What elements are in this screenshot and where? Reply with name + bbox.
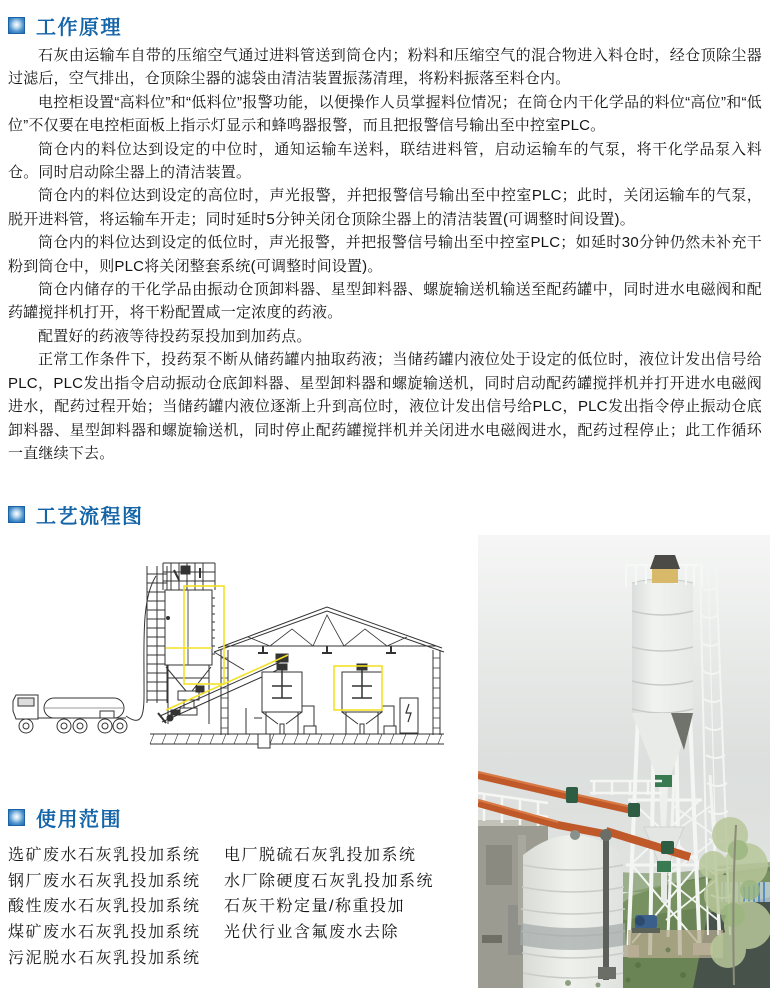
principle-paragraph: 配置好的药液等待投药泵投加到加药点。 xyxy=(38,327,312,345)
section-bullet-icon xyxy=(8,506,25,523)
principle-paragraph: 石灰由运输车自带的压缩空气通过进料管送到筒仓内；粉料和压缩空气的混合物进入料仓时，经仓顶除尘器过滤后，空气排出，仓顶除尘器的滤袋由清洁装置振荡清理，将粉料振落至料仓内。 xyxy=(8,47,762,88)
usage-list-left xyxy=(8,843,201,972)
usage-item: 光伏行业含氟废水去除 xyxy=(224,924,400,942)
usage-item: 水厂除硬度石灰乳投加系统 xyxy=(224,872,435,890)
principle-paragraph: 筒仓内的料位达到设定的中位时，通知运输车送料，联结进料管，启动运输车的气泵，将干化学品泵入料仓。同时启动除尘器上的清洁装置。 xyxy=(8,140,762,182)
principle-paragraph: 正常工作条件下，投药泵不断从储药罐内抽取药液；当储药罐内液位处于设定的低位时，液位计发出信号给PLC，PLC发出指令启动振动仓底卸料器、星型卸料器和螺旋输送机，同时启动配药罐搅拌机并打开进水电磁阀进水，配药过程开始；当储药罐内液位逐渐上升到高位时，液位计发出信号给PLC，PLC发出指令停止振动仓底卸料器、星型卸料器和螺旋输送机，同时停止配药罐搅拌机并关闭进水电磁阀进水，配药过程停止；此工作循环一直继续下去。 xyxy=(8,351,762,462)
usage-item: 电厂脱硫石灰乳投加系统 xyxy=(224,847,417,864)
principle-paragraph: 电控柜设置“高料位”和“低料位”报警功能，以便操作人员掌握料位情况；在筒仓内干化学品的料位“高位”和“低位”不仅要在电控柜面板上指示灯显示和蜂鸣器报警，而且把报警信号输出至中控室PLC。 xyxy=(8,93,762,135)
section-header-process-flow xyxy=(8,500,144,529)
pump xyxy=(632,915,660,933)
mixing-tank-2 xyxy=(342,664,396,734)
section-header-working-principle xyxy=(8,11,122,40)
section-title: 使用范围 xyxy=(36,809,122,831)
usage-item: 选矿废水石灰乳投加系统 xyxy=(8,847,201,864)
silo-body xyxy=(165,590,215,724)
tanker-truck xyxy=(13,695,127,733)
principle-paragraph: 筒仓内储存的干化学品由振动仓顶卸料器、星型卸料器、螺旋输送机输送至配药罐中，同时进水电磁阀和配药罐搅拌机打开，将干粉配置咸一定浓度的药液。 xyxy=(8,281,762,322)
process-flow-diagram xyxy=(8,558,453,750)
process-flow-drawing xyxy=(8,558,453,750)
usage-item: 酸性废水石灰乳投加系统 xyxy=(8,898,201,916)
principle-paragraph: 筒仓内的料位达到设定的低位时，声光报警，并把报警信号输出至中控室PLC；如延时30分钟仍然未补充干粉到筒仓中，则PLC将关闭整套系统(可调整时间设置)。 xyxy=(8,234,762,275)
electrical-panel xyxy=(400,698,418,733)
section-header-usage xyxy=(8,803,122,832)
principle-paragraph: 筒仓内的料位达到设定的高位时，声光报警，并把报警信号输出至中控室PLC；此时，关闭运输车的气泵，脱开进料管，将运输车开走；同时延时5分钟关闭仓顶除尘器上的清洁装置(可调整时间设置)。 xyxy=(8,187,762,228)
usage-item: 煤矿废水石灰乳投加系统 xyxy=(8,924,201,942)
section-title: 工作原理 xyxy=(36,17,122,39)
site-photo-graphic xyxy=(478,535,770,988)
usage-list-right xyxy=(224,843,434,946)
ground-hatch xyxy=(150,734,444,748)
dust-collector xyxy=(650,555,680,569)
building-roof xyxy=(214,607,444,653)
section-bullet-icon xyxy=(8,17,25,34)
storage-tank xyxy=(520,829,626,988)
silo-ladder xyxy=(147,566,167,703)
usage-item: 石灰干粉定量/称重投加 xyxy=(224,898,405,916)
mixing-tank-1 xyxy=(262,664,316,734)
section-bullet-icon xyxy=(8,809,25,826)
lean-to-roof xyxy=(214,652,244,670)
feed-hose xyxy=(126,576,156,720)
usage-item: 污泥脱水石灰乳投加系统 xyxy=(8,949,201,967)
principle-text-block xyxy=(8,44,762,465)
installation-photo xyxy=(478,535,770,988)
section-title: 工艺流程图 xyxy=(36,506,144,528)
usage-item: 钢厂废水石灰乳投加系统 xyxy=(8,872,201,890)
